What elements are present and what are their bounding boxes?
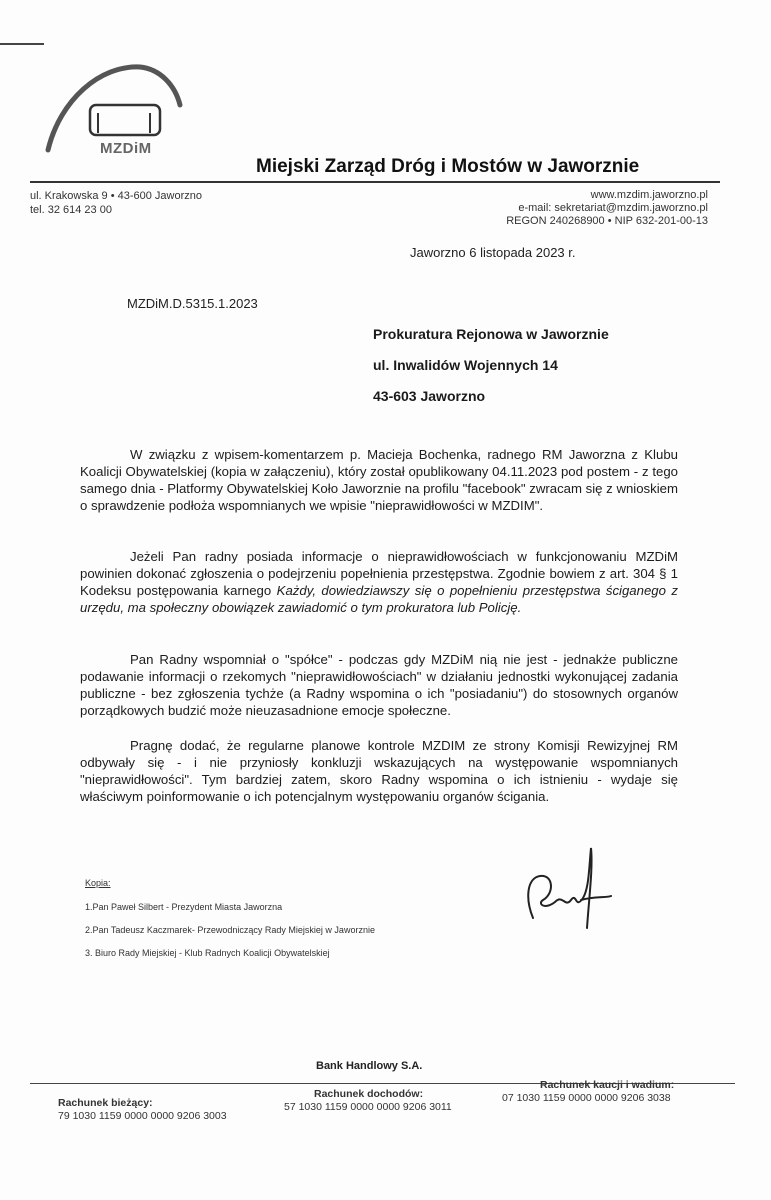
- account-label: Rachunek bieżący:: [58, 1097, 153, 1109]
- account-label: Rachunek kaucji i wadium:: [540, 1079, 675, 1091]
- paragraph-4-text: Pragnę dodać, że regularne planowe kontrole MZDIM ze strony Komisji Rewizyjnej RM odbywały się - i nie przyniosły konkluzji wskazujących na występowanie wspomnianych "nieprawidłowości". Tym bardziej zatem, skoro Radny wspomina o ich istnieniu - wydaje się właściwym poinformowanie o ich potencjalnym występowaniu organów ścigania.: [80, 738, 678, 804]
- bank-name: Bank Handlowy S.A.: [316, 1060, 423, 1072]
- paragraph-3-text: Pan Radny wspomniał o "spółce" - podczas gdy MZDiM nią nie jest - jednakże publiczne podawanie informacji o rzekomych "nieprawidłowościach" w działaniu jednostki wykonującej zadania publiczne - bez zgłoszenia tychże (a Radny wspomina o ich "posiadaniu") do stosownych organów porządkowych budzić może nieuzasadnione emocje społeczne.: [80, 652, 678, 718]
- handwritten-signature: [515, 838, 615, 938]
- copies-label: Kopia:: [85, 878, 111, 888]
- copy-item: 3. Biuro Rady Miejskiej - Klub Radnych Koalicji Obywatelskiej: [85, 948, 330, 958]
- margin-mark: [0, 43, 44, 45]
- paragraph-2-text: Jeżeli Pan radny posiada informacje o nieprawidłowościach w funkcjonowaniu MZDiM powinien dokonać zgłoszenia o podejrzeniu popełnienia przestępstwa. Zgodnie bowiem z art. 304 § 1 Kodeksu postępowania karnego: [80, 549, 678, 598]
- paragraph-4: [80, 737, 678, 805]
- account-number: 57 1030 1159 0000 0000 9206 3011: [284, 1101, 452, 1113]
- paragraph-2: [80, 548, 678, 616]
- email: e-mail: sekretariat@mzdim.jaworzno.pl: [518, 202, 708, 214]
- recipient-name: Prokuratura Rejonowa w Jaworznie: [373, 326, 609, 342]
- recipient-street: ul. Inwalidów Wojennych 14: [373, 357, 558, 373]
- letter-date: Jaworzno 6 listopada 2023 r.: [410, 245, 576, 260]
- address-phone: tel. 32 614 23 00: [30, 204, 112, 216]
- paragraph-3: [80, 651, 678, 719]
- paragraph-2-quote: Każdy, dowiedziawszy się o popełnieniu przestępstwa ściganego z urzędu, ma społeczny obowiązek zawiadomić o tym prokuratora lub Policję.: [80, 583, 678, 615]
- address-street: ul. Krakowska 9 • 43-600 Jaworzno: [30, 190, 202, 202]
- copy-item: 2.Pan Tadeusz Kaczmarek- Przewodniczący Rady Miejskiej w Jaworznie: [85, 925, 375, 935]
- header-divider: [30, 181, 720, 183]
- reference-number: MZDiM.D.5315.1.2023: [127, 296, 258, 311]
- logo-text: MZDiM: [100, 140, 152, 157]
- account-number: 79 1030 1159 0000 0000 9206 3003: [58, 1110, 227, 1122]
- copy-item: 1.Pan Paweł Silbert - Prezydent Miasta Jaworzna: [85, 902, 283, 912]
- recipient-city: 43-603 Jaworzno: [373, 388, 486, 404]
- sender-address: [30, 189, 202, 217]
- regon-nip: REGON 240268900 • NIP 632-201-00-13: [506, 215, 708, 227]
- account-label: Rachunek dochodów:: [314, 1088, 424, 1100]
- account-deposit: [502, 1079, 674, 1105]
- account-revenue: [284, 1088, 452, 1114]
- website: www.mzdim.jaworzno.pl: [590, 189, 708, 201]
- paragraph-1: [80, 446, 678, 514]
- account-number: 07 1030 1159 0000 0000 9206 3038: [502, 1092, 671, 1104]
- organization-name: Miejski Zarząd Dróg i Mostów w Jaworznie: [256, 156, 640, 177]
- account-current: [58, 1097, 227, 1123]
- copies-list: [85, 878, 375, 971]
- sender-contact: [506, 189, 708, 228]
- paragraph-1-text: W związku z wpisem-komentarzem p. Macieja Bochenka, radnego RM Jaworzna z Klubu Koalicji Obywatelskiej (kopia w załączeniu), który został opublikowany 04.11.2023 pod postem - z tego samego dnia - Platformy Obywatelskiej Koło Jaworznie na profilu "facebook" zwracam się z wnioskiem o sprawdzenie podłoża wspomnianych we wpisie "nieprawidłowości w MZDIM".: [80, 447, 678, 513]
